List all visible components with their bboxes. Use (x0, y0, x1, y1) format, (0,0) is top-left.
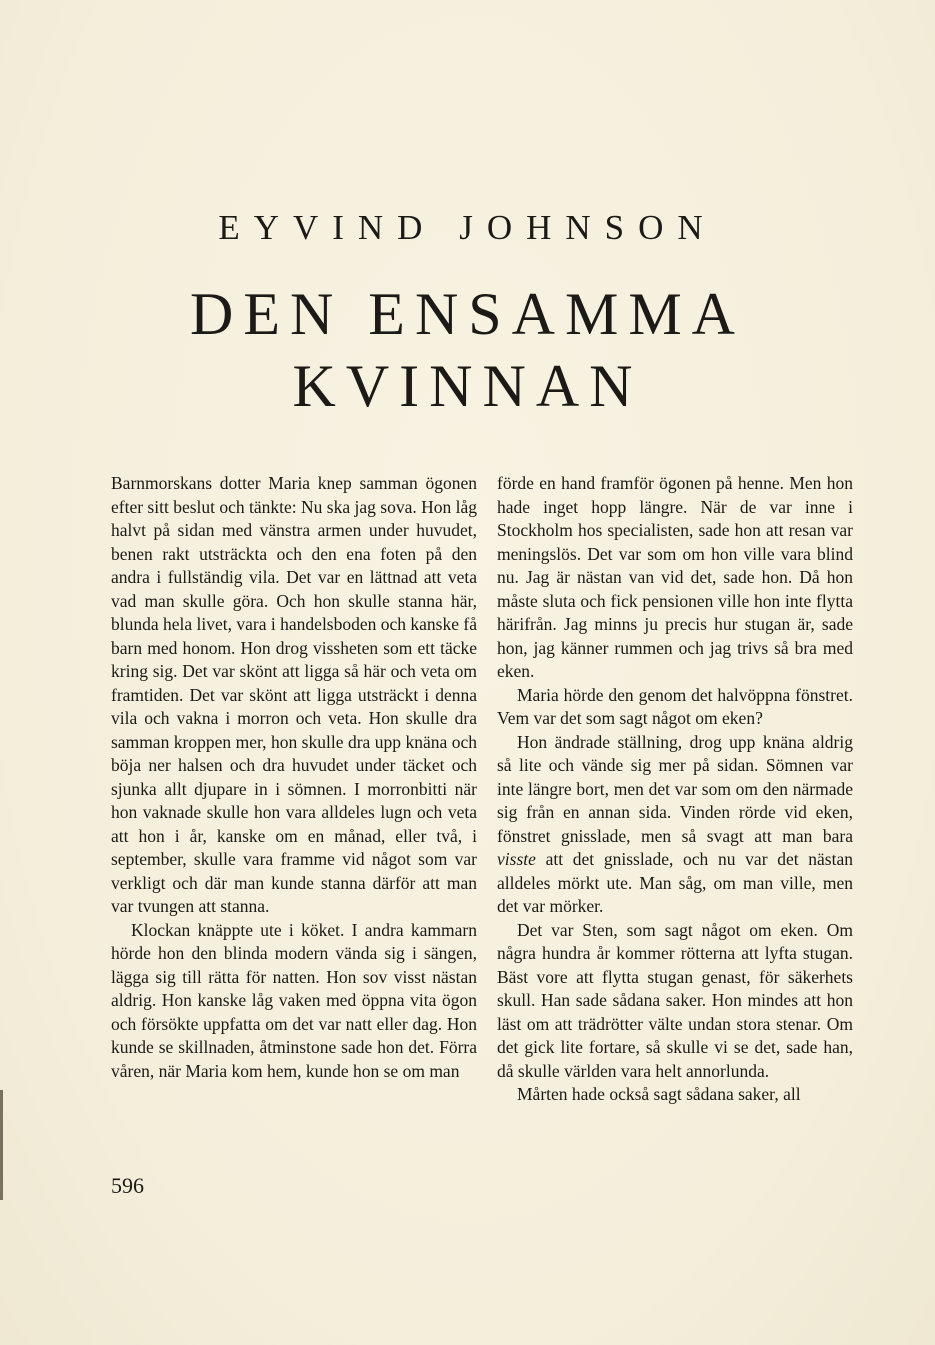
paragraph: Barnmorskans dotter Maria knep samman ögonen efter sitt beslut och tänkte: Nu ska jag sova. Hon låg halvt på sidan med vänstra armen under huvudet, benen rakt utsträckta och den ena foten på den andra i fullständig vila. Det var en lättnad att veta vad man skulle göra. Och hon skulle stanna här, blunda hela livet, vara i handelsboden och kanske få barn med honom. Hon drog vissheten som ett täcke kring sig. Det var skönt att ligga så här och veta om framtiden. Det var skönt att ligga utsträckt i denna vila och vakna i morron och veta. Hon skulle dra samman kroppen mer, hon skulle dra upp knäna och böja ner halsen och dra huvudet under täcket och sjunka allt djupare in i sömnen. I morronbitti när hon vaknade skulle hon vara alldeles lugn och veta att hon i år, kanske om en månad, eller två, i september, skulle vara framme vid något som var verkligt och där man kunde stanna därför att man var tvungen att stanna. (111, 473, 477, 916)
story-title-line-1: DEN ENSAMMA (189, 281, 746, 347)
paragraph: Mårten hade också sagt sådana saker, all (517, 1084, 801, 1104)
paragraph: Det var Sten, som sagt något om eken. Om några hundra år kommer rötterna att lyfta stugan. Bäst vore att flytta stugan genast, för säkerhets skull. Han sade sådana saker. Hon mindes att hon läst om att trädrötter välte undan stora stenar. Om det gick lite fortare, så skulle vi se det, sade han, då skulle världen vara helt annorlunda. (497, 919, 853, 1081)
paragraph: Klockan knäppte ute i köket. I andra kammarn hörde hon den blinda modern vända sig i sängen, lägga sig till rätta för natten. Hon sov visst nästan aldrig. Hon kanske låg vaken med öppna vita ögon och försökte uppfatta om det var natt eller dag. Hon kunde se skillnaden, åtminstone sade hon det. Förra våren, när Maria kom hem, kunde hon se om man (111, 919, 477, 1081)
text-column-left (111, 472, 477, 1083)
author-name: EYVIND JOHNSON (218, 208, 717, 247)
paragraph (497, 731, 853, 919)
paragraph: förde en hand framför ögonen på henne. Men hon hade inget hopp längre. När de var inne i Stockholm hos specialisten, sade hon att resan var meningslös. Det var som om hon ville vara blind nu. Jag är nästan van vid det, sade hon. Då hon måste sluta och fick pensionen ville hon inte flytta härifrån. Jag minns ju precis hur stugan är, sade hon, jag känner rummen och jag trivs så bra med eken. (497, 473, 853, 681)
page-edge-mark (0, 1090, 3, 1200)
emphasized-word: visste (497, 849, 536, 869)
page-number: 596 (111, 1173, 144, 1198)
paragraph-text: att det gnisslade, och nu var det nästan alldeles mörkt ute. Man såg, om man ville, men det var mörker. (497, 849, 853, 916)
text-column-right (497, 472, 853, 1107)
story-title-line-2: KVINNAN (292, 353, 643, 419)
paragraph: Maria hörde den genom det halvöppna fönstret. Vem var det som sagt något om eken? (497, 684, 853, 728)
paragraph-text: Hon ändrade ställning, drog upp knäna aldrig så lite och vände sig mer på sidan. Sömnen var inte längre bort, men det var som om den närmade sig från en annan sida. Vinden rörde vid eken, fönstret gnisslade, men så svagt att man bara (497, 731, 853, 846)
